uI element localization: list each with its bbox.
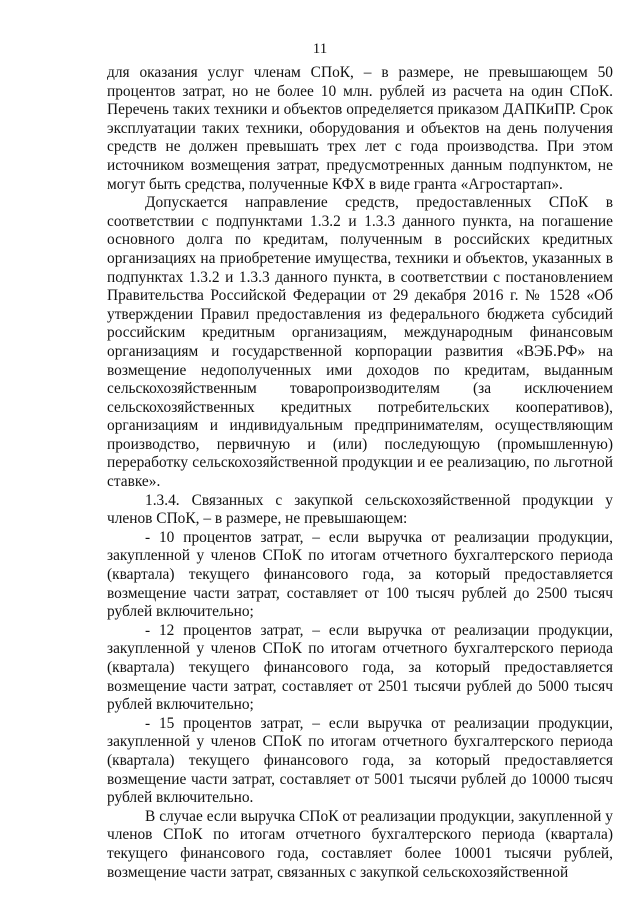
list-item-12-percent: - 12 процентов затрат, – если выручка от реализации продукции, закупленной у членов СПоК по итогам отчетного бухгалтерского периода (квартала) текущего финансового года, за который предоставляется возмещение части затрат, составляет от 2501 тысячи рублей до 5000 тысяч рублей включительно;	[107, 621, 613, 714]
list-item-15-percent: - 15 процентов затрат, – если выручка от реализации продукции, закупленной у членов СПоК по итогам отчетного бухгалтерского периода (квартала) текущего финансового года, за который предоставляется возмещение части затрат, составляет от 5001 тысячи рублей до 10000 тысяч рублей включительно.	[107, 714, 613, 807]
paragraph-over-10001: В случае если выручка СПоК от реализации продукции, закупленной у членов СПоК по итогам отчетного бухгалтерского периода (квартала) текущего финансового года, составляет более 10001 тысячи рублей, возмещение части затрат, связанных с закупкой сельскохозяйственной	[107, 807, 613, 881]
paragraph-subsection-1-3-4: 1.3.4. Связанных с закупкой сельскохозяйственной продукции у членов СПоК, – в размере, не превышающем:	[107, 491, 613, 528]
page-number: 11	[312, 41, 328, 57]
list-item-10-percent: - 10 процентов затрат, – если выручка от реализации продукции, закупленной у членов СПоК по итогам отчетного бухгалтерского периода (квартала) текущего финансового года, за который предоставляется возмещение части затрат, составляет от 100 тысяч рублей до 2500 тысяч рублей включительно;	[107, 528, 613, 621]
document-body	[107, 64, 613, 882]
paragraph-allowance: Допускается направление средств, предоставленных СПоК в соответствии с подпунктами 1.3.2 и 1.3.3 данного пункта, на погашение основного долга по кредитам, полученным в российских кредитных организациях на приобретение имущества, техники и объектов, указанных в подпунктах 1.3.2 и 1.3.3 данного пункта, в соответствии с постановлением Правительства Российской Федерации от 29 декабря 2016 г. № 1528 «Об утверждении Правил предоставления из федерального бюджета субсидий российским кредитным организациям, международным финансовым организациям и государственной корпорации развития «ВЭБ.РФ» на возмещение недополученных ими доходов по кредитам, выданным сельскохозяйственным товаропроизводителям (за исключением сельскохозяйственных кредитных потребительских кооперативов), организациям и индивидуальным предпринимателям, осуществляющим производство, первичную и (или) последующую (промышленную) переработку сельскохозяйственной продукции и ее реализацию, по льготной ставке».	[107, 194, 613, 491]
paragraph-continuation: для оказания услуг членам СПоК, – в размере, не превышающем 50 процентов затрат, но не более 10 млн. рублей из расчета на один СПоК. Перечень таких техники и объектов определяется приказом ДАПКиПР. Срок эксплуатации таких техники, оборудования и объектов на день получения средств не должен превышать трех лет с года производства. При этом источником возмещения затрат, предусмотренных данным подпунктом, не могут быть средства, полученные КФХ в виде гранта «Агростартап».	[107, 64, 613, 193]
